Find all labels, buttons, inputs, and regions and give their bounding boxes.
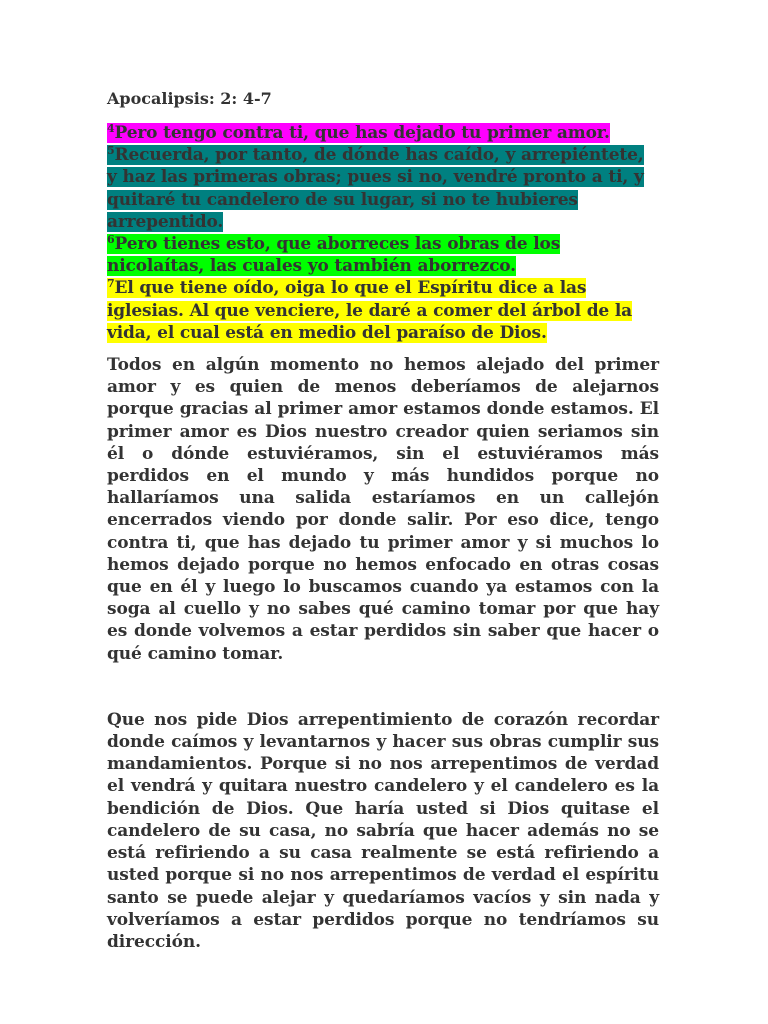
verse-6 — [107, 234, 560, 276]
verse-5 — [107, 145, 644, 232]
verse-number: 5 — [107, 144, 115, 158]
verse-4-block — [107, 122, 659, 144]
verse-7-block — [107, 277, 659, 344]
verse-text: Pero tengo contra ti, que has dejado tu primer amor. — [114, 123, 610, 143]
verse-text: Recuerda, por tanto, de dónde has caído, y arrepiéntete, y haz las primeras obras; pues si no, vendré pronto a ti, y quitaré tu candelero de su lugar, si no te hubieres arrepentido. — [107, 145, 644, 232]
verse-number: 4 — [107, 122, 115, 135]
verse-7 — [107, 278, 632, 342]
verse-6-block — [107, 233, 659, 277]
verse-number: 7 — [107, 277, 115, 291]
verse-number: 6 — [107, 233, 115, 247]
verse-text: El que tiene oído, oiga lo que el Espíritu dice a las iglesias. Al que venciere, le daré a comer del árbol de la vida, el cual está en medio del paraíso de Dios. — [107, 278, 633, 343]
verse-text: Pero tienes esto, que aborreces las obras de los nicolaítas, las cuales yo también aborrezco. — [107, 234, 561, 277]
commentary-paragraph-2: Que nos pide Dios arrepentimiento de corazón recordar donde caímos y levantarnos y hacer sus obras cumplir sus mandamientos. Porque si no nos arrepentimos de verdad el vendrá y quitara nuestro candelero y el candelero es la bendición de Dios. Que haría usted si Dios quitase el candelero de su casa, no sabría que hacer además no se está refiriendo a su casa realmente se está refiriendo a usted porque si no nos arrepentimos de verdad el espíritu santo se puede alejar y quedaríamos vacíos y sin nada y volveríamos a estar perdidos porque no tendríamos su dirección. — [107, 709, 659, 952]
verse-5-block — [107, 144, 659, 233]
scripture-reference-heading: Apocalipsis: 2: 4-7 — [107, 89, 272, 108]
verse-4 — [107, 123, 610, 143]
document-page — [107, 88, 659, 953]
scripture-verses — [107, 122, 659, 344]
commentary-paragraph-1: Todos en algún momento no hemos alejado del primer amor y es quien de menos deberíamos de alejarnos porque gracias al primer amor estamos donde estamos. El primer amor es Dios nuestro creador quien seriamos sin él o dónde estuviéramos, sin el estuviéramos más perdidos en el mundo y más hundidos porque no hallaríamos una salida estaríamos en un callejón encerrados viendo por donde salir. Por eso dice, tengo contra ti, que has dejado tu primer amor y si muchos lo hemos dejado porque no hemos enfocado en otras cosas que en él y luego lo buscamos cuando ya estamos con la soga al cuello y no sabes qué camino tomar por que hay es donde volvemos a estar perdidos sin saber que hacer o qué camino tomar. — [107, 355, 659, 664]
